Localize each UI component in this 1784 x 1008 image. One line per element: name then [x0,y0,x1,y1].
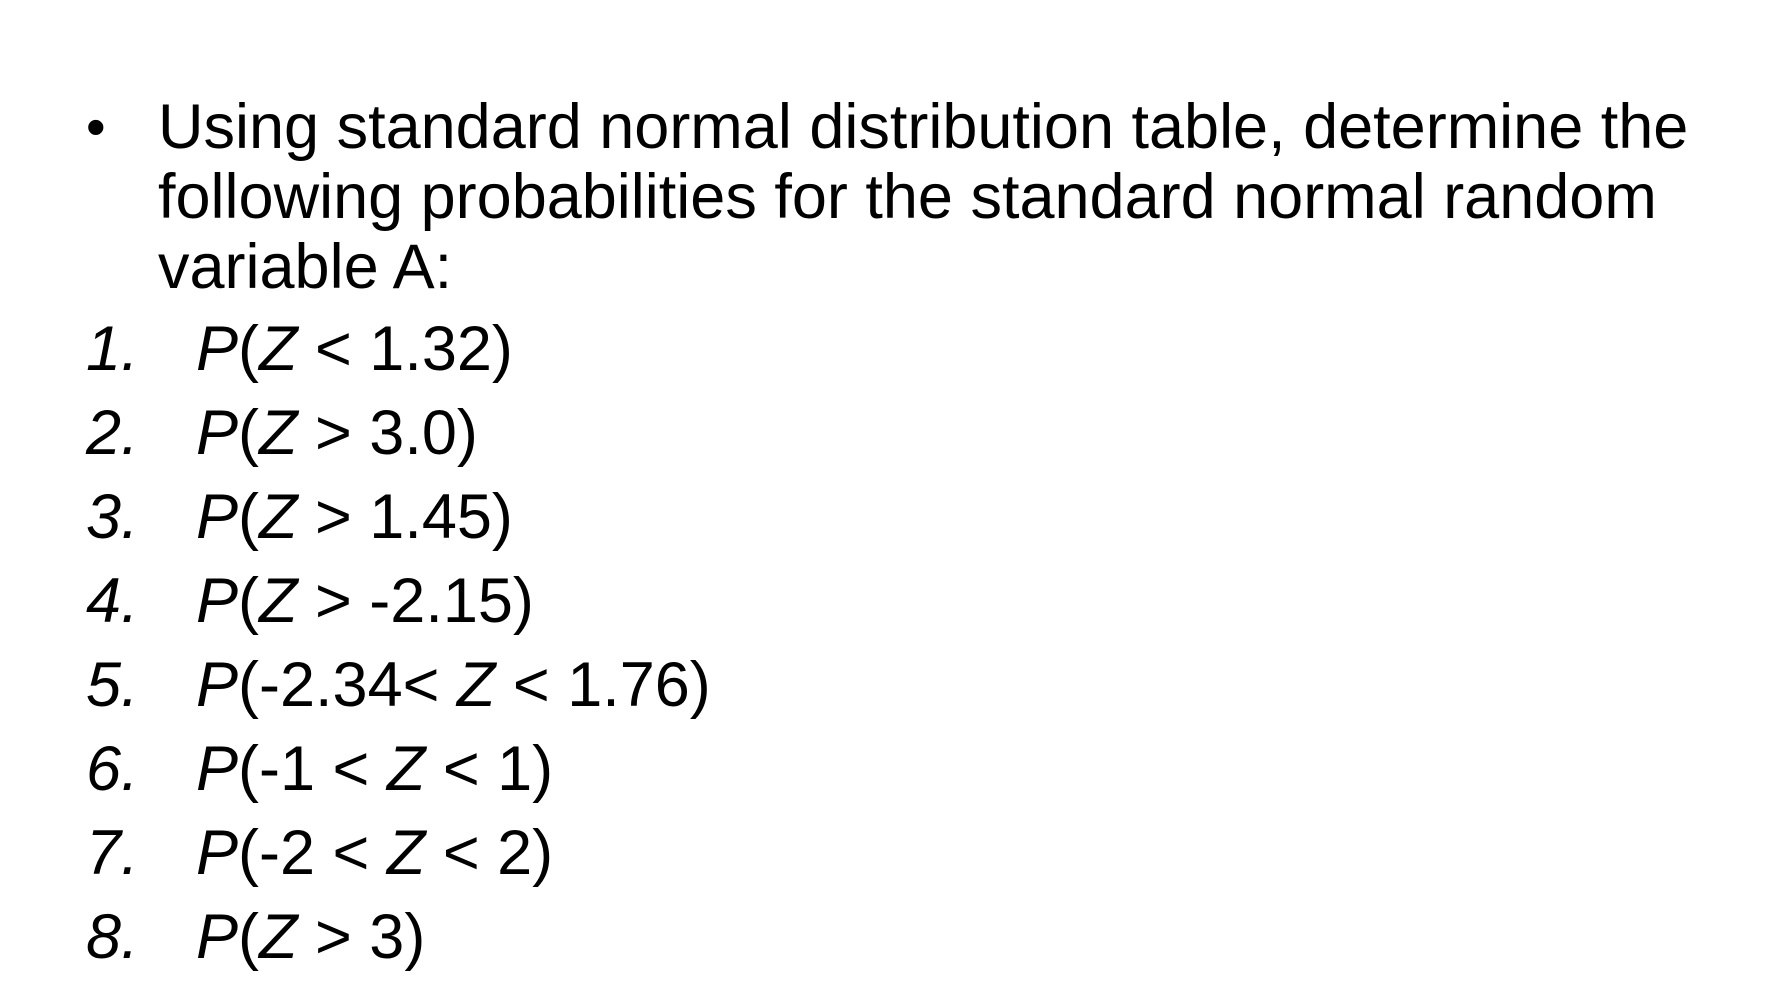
problem-number: 2. [86,398,139,468]
problem-expression: P(Z > 3.0) [196,398,478,468]
problem-expression: P(Z > 3) [196,902,426,972]
problem-item [86,643,711,727]
problem-expression: P(-1 < Z < 1) [196,734,554,804]
problem-expression: P(-2 < Z < 2) [196,818,554,888]
problem-list [86,307,711,979]
problem-item [86,391,711,475]
problem-item [86,559,711,643]
problem-number: 4. [86,566,139,636]
problem-expression: P(Z > -2.15) [196,566,534,636]
problem-number: 8. [86,902,139,972]
intro-text: Using standard normal distribution table, determine the following probabilities for the standard normal random variable A: [158,92,1689,302]
problem-number: 6. [86,734,139,804]
problem-item [86,307,711,391]
problem-number: 1. [86,314,139,384]
problem-expression: P(Z > 1.45) [196,482,513,552]
problem-number: 7. [86,818,139,888]
problem-item [86,811,711,895]
problem-item [86,475,711,559]
problem-item [86,895,711,979]
problem-number: 5. [86,650,139,720]
bullet-icon: • [86,95,106,158]
problem-expression: P(-2.34< Z < 1.76) [196,650,711,720]
problem-item [86,727,711,811]
intro-bullet [86,92,1766,302]
problem-number: 3. [86,482,139,552]
problem-expression: P(Z < 1.32) [196,314,513,384]
